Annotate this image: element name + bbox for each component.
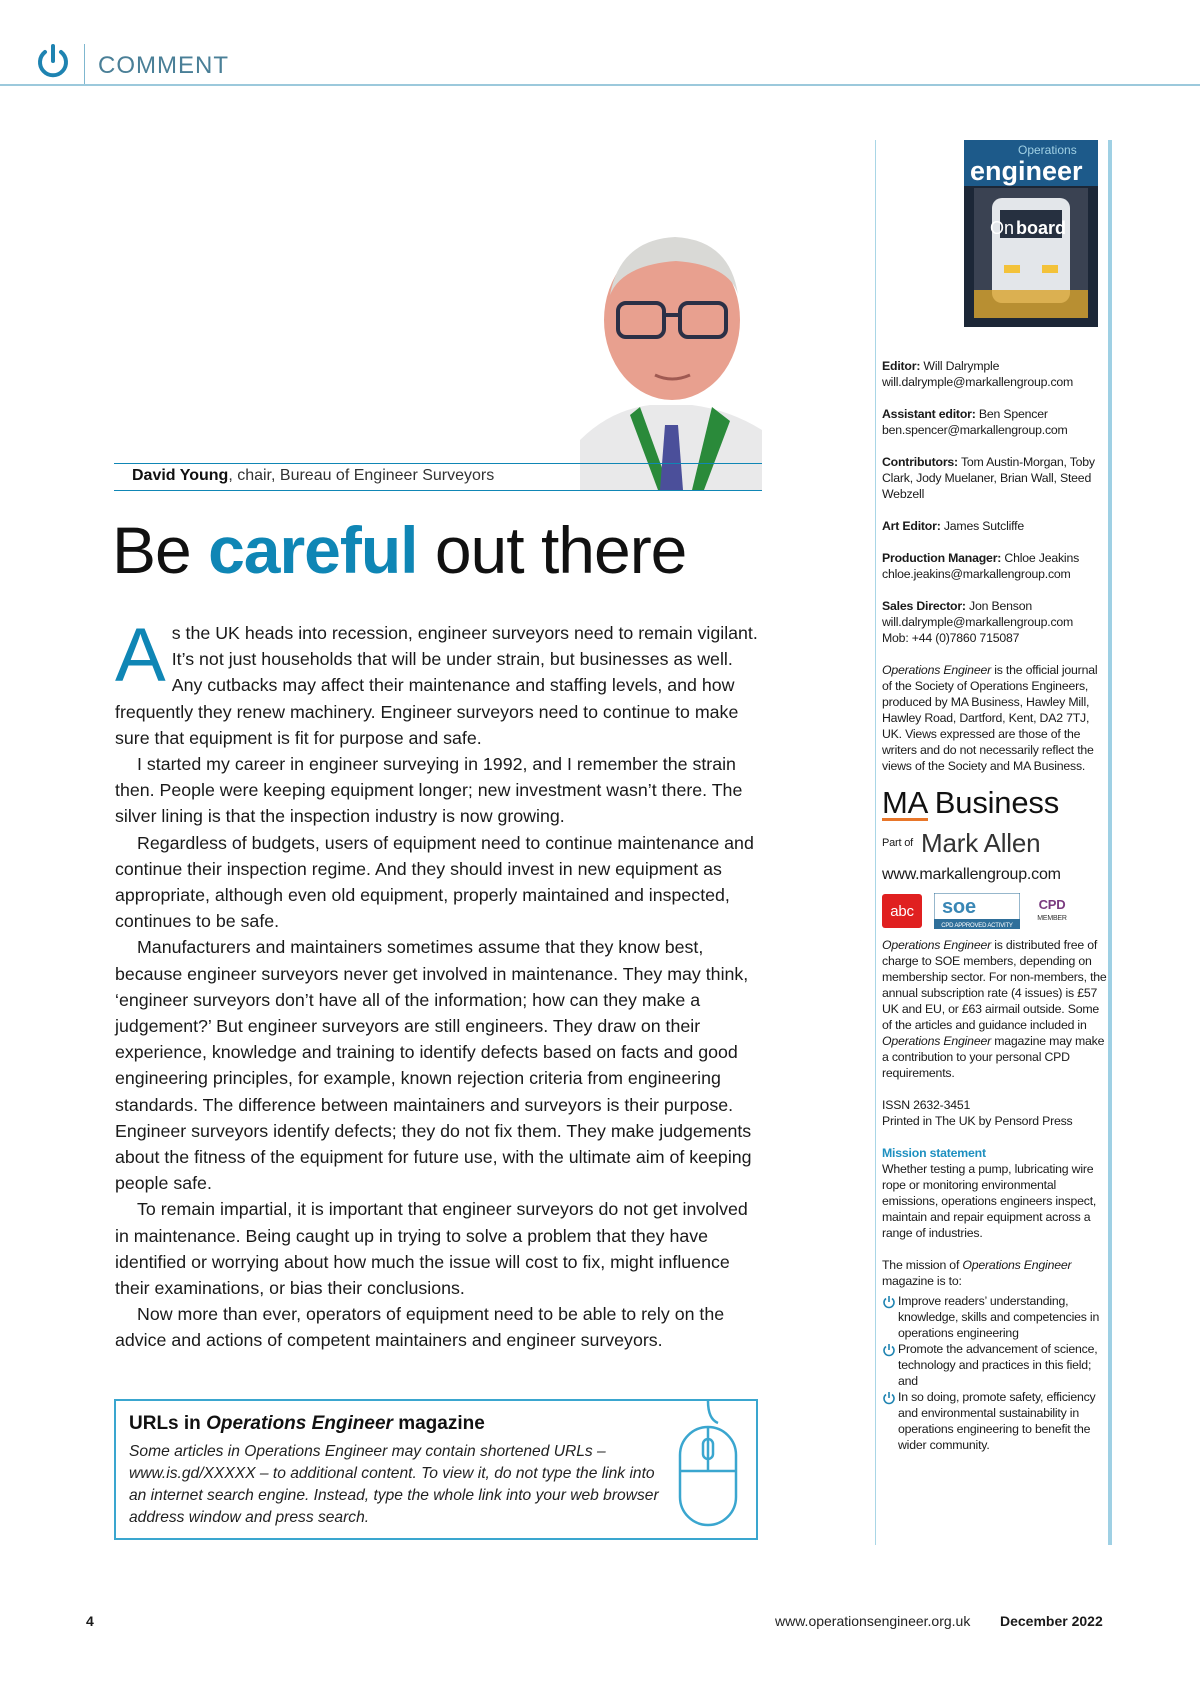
- caption-rule: [114, 463, 762, 464]
- print-info: [882, 1097, 1107, 1129]
- page-number: 4: [86, 1613, 94, 1629]
- publisher-note: Operations Engineer is the official journal of the Society of Operations Engineers, produced by MA Business, Hawley Mill, Hawley Road, Dartford, Kent, DA2 7TJ, UK. Views expressed are those of the writers and do not necessarily reflect the views of the Society and MA Business.: [882, 663, 1098, 773]
- printer: Printed in The UK by Pensord Press: [882, 1114, 1073, 1128]
- editor-credit: Editor: Will Dalrymple will.dalrymple@markallengroup.com: [882, 359, 1074, 389]
- headline: [112, 512, 686, 588]
- assistant-editor-email[interactable]: ben.spencer@markallengroup.com: [882, 423, 1068, 437]
- mission-intro: Whether testing a pump, lubricating wire rope or monitoring environmental emissions, operations engineers inspect, maintain and repair equipment across a range of industries.: [882, 1162, 1097, 1240]
- sidebar-edge-bar: [1108, 140, 1112, 1545]
- assistant-editor-credit: Assistant editor: Ben Spencer ben.spencer@markallengroup.com: [882, 407, 1068, 437]
- article-paragraph: [115, 613, 765, 751]
- cover-headline-on: On: [990, 218, 1015, 238]
- svg-text:soe: soe: [942, 896, 976, 918]
- sales-director-credit: Sales Director: Jon Benson will.dalrymple@markallengroup.com Mob: +44 (0)7860 715087: [882, 599, 1074, 645]
- article-paragraph: To remain impartial, it is important that engineer surveyors do not get involved in maintenance. Being caught up in trying to solve a problem that they have identified or worrying about how much the issue will cost to fix, might influence their examinations, or bias their conclusions.: [115, 1199, 748, 1299]
- part-of-label: Part of: [882, 837, 914, 849]
- masthead-sidebar: [882, 358, 1107, 1453]
- cover-brand-top: Operations: [1018, 143, 1077, 157]
- article-paragraph: I started my career in engineer surveying in 1992, and I remember the strain then. People were keeping equipment longer; new investment wasn’t there. The silver lining is that the inspection industry is now growing.: [115, 754, 743, 827]
- sales-director-phone: Mob: +44 (0)7860 715087: [882, 631, 1020, 645]
- distribution-note: Operations Engineer is distributed free of charge to SOE members, depending on membership sector. For non-members, the annual subscription rate (4 issues) is £57 UK and EU, or £63 airmail outside. Some of the articles and guidance included in Operations Engineer magazine may make a contribution to your personal CPD requirements.: [882, 938, 1107, 1080]
- magazine-cover: [964, 140, 1098, 327]
- footer-website[interactable]: www.operationsengineer.org.uk: [775, 1613, 971, 1629]
- contributors-credit: Contributors: Tom Austin-Morgan, Toby Clark, Jody Muelaner, Brian Wall, Steed Webzell: [882, 455, 1095, 501]
- power-bullet-icon: [882, 1295, 896, 1309]
- mission-bullet: Improve readers’ understanding, knowledge, skills and competencies in operations engineering: [882, 1293, 1107, 1341]
- author-name: David Young: [132, 467, 229, 484]
- section-label: COMMENT: [98, 52, 229, 79]
- cpd-member-badge-icon: [1032, 894, 1072, 928]
- accreditation-badges: [882, 893, 1107, 929]
- ma-business-logo: MA Business: [882, 785, 1059, 820]
- mission-lead: The mission of Operations Engineer magazine is to:: [882, 1258, 1072, 1288]
- headline-part1: Be: [112, 513, 209, 587]
- mission-bullet: In so doing, promote safety, efficiency and environmental sustainability in operations engineering to benefit the wider community.: [882, 1389, 1107, 1453]
- power-bullet-icon: [882, 1391, 896, 1405]
- byline: [132, 467, 494, 485]
- headline-accent: careful: [208, 513, 418, 587]
- drop-cap: A: [115, 613, 166, 698]
- headline-part2: out there: [417, 513, 687, 587]
- production-manager-credit: Production Manager: Chloe Jeakins chloe.jeakins@markallengroup.com: [882, 551, 1080, 581]
- cover-brand-main: engineer: [970, 156, 1083, 186]
- mission-bullet: Promote the advancement of science, technology and practices in this field; and: [882, 1341, 1107, 1389]
- svg-text:MEMBER: MEMBER: [1037, 915, 1067, 922]
- url-box-title: URLs in Operations Engineer magazine: [129, 1413, 485, 1434]
- article-paragraph: Now more than ever, operators of equipment need to be able to rely on the advice and actions of competent maintainers and engineer surveyors.: [115, 1304, 725, 1351]
- computer-mouse-icon: [672, 1401, 744, 1536]
- production-manager-email[interactable]: chloe.jeakins@markallengroup.com: [882, 567, 1071, 581]
- author-portrait: [580, 225, 762, 490]
- issn: ISSN 2632-3451: [882, 1098, 971, 1112]
- url-box-text: Some articles in Operations Engineer may contain shortened URLs – www.is.gd/XXXXX – to additional content. To view it, do not type the link into an internet search engine. Instead, type the whole link into your web browser address window and press search.: [129, 1443, 659, 1526]
- power-icon: [36, 43, 70, 79]
- caption-rule-bottom: [114, 490, 762, 491]
- svg-text:abc: abc: [890, 903, 914, 920]
- paragraph-text: s the UK heads into recession, engineer surveyors need to remain vigilant. It’s not just households that will be under strain, but businesses as well. Any cutbacks may affect their maintenance and staffing levels, and how frequently they renew machinery. Engineer surveyors need to continue to make sure that equipment is fit for purpose and safe.: [115, 623, 758, 748]
- article-body: [115, 613, 765, 1354]
- mission-heading: Mission statement: [882, 1146, 986, 1160]
- mark-allen-logo: Mark Allen: [921, 828, 1041, 858]
- cover-headline-board: board: [1016, 218, 1067, 238]
- svg-text:CPD APPROVED ACTIVITY: CPD APPROVED ACTIVITY: [941, 923, 1013, 929]
- power-bullet-icon: [882, 1343, 896, 1357]
- article-paragraph: Regardless of budgets, users of equipment need to continue maintenance and continue their inspection regime. And they should invest in new equipment as appropriate, although even old equipment, properly maintained and inspected, continues to be safe.: [115, 832, 754, 932]
- sales-director-email[interactable]: will.dalrymple@markallengroup.com: [882, 615, 1074, 629]
- abc-badge-icon: [882, 894, 922, 928]
- article-paragraph: Manufacturers and maintainers sometimes assume that they know best, because engineer surveyors never get involved in maintenance. They may think, ‘engineer surveyors don’t have all of the information; how can they make a judgement?’ But engineer surveyors are still engineers. They draw on their experience, knowledge and training to identify defects based on facts and good engineering principles, for example, known rejection criteria from engineering standards. The difference between maintainers and surveyors is their purpose. Engineer surveyors identify defects; they do not fix them. They make judgements about the fitness of the equipment for future use, with the ultimate aim of keeping people safe.: [115, 937, 752, 1194]
- editor-email[interactable]: will.dalrymple@markallengroup.com: [882, 375, 1074, 389]
- part-of-row: [882, 828, 1107, 858]
- sidebar-divider: [875, 140, 876, 1545]
- issue-date: December 2022: [1000, 1613, 1103, 1629]
- header-divider: [84, 44, 85, 84]
- svg-text:CPD: CPD: [1038, 897, 1066, 912]
- soe-cpd-badge-icon: [934, 893, 1020, 929]
- author-role: , chair, Bureau of Engineer Surveyors: [228, 467, 495, 484]
- art-editor-credit: Art Editor: James Sutcliffe: [882, 519, 1024, 533]
- url-info-box: [114, 1399, 758, 1540]
- header-rule: [0, 84, 1200, 86]
- mark-allen-website[interactable]: www.markallengroup.com: [882, 866, 1061, 883]
